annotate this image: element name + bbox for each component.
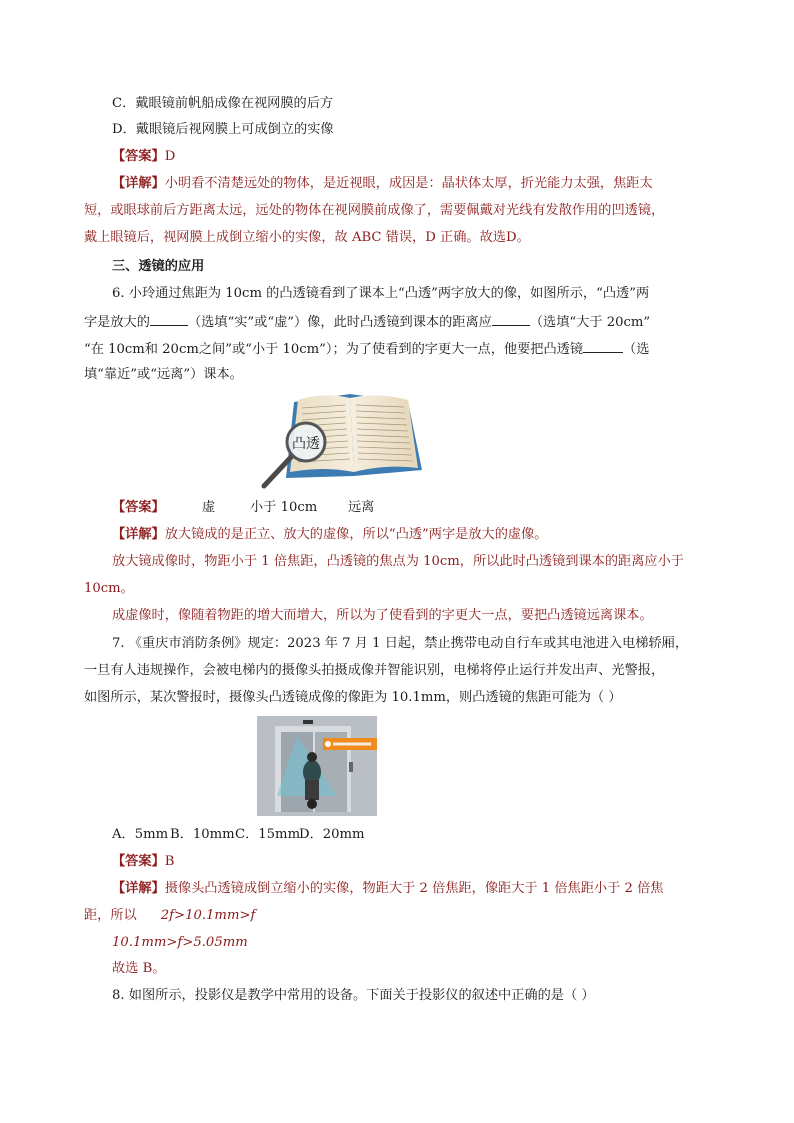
answer-label: 【答案】 <box>112 854 165 869</box>
q5-answer <box>112 147 175 167</box>
q7-conclusion: 故选 B。 <box>112 961 166 976</box>
warning-banner-text-bar <box>333 743 371 746</box>
q7-option-a: A．5mm <box>112 827 169 842</box>
q7-option-d: D．20mm <box>299 827 365 842</box>
q7-detail-line-2: 距，所以 2f>10.1mm>f <box>84 908 256 923</box>
elevator-button-panel <box>349 762 353 772</box>
q5-detail-line-1: 【详解】小明看不清楚远处的物体，是近视眼，成因是：晶状体太厚，折光能力太强，焦距太 <box>112 176 653 191</box>
q7-answer <box>112 852 174 872</box>
book-magnifier-figure <box>258 392 424 492</box>
section-heading: 三、透镜的应用 <box>112 259 205 274</box>
answer-blank <box>492 311 530 326</box>
rider-head <box>307 752 317 762</box>
warning-icon <box>325 741 331 747</box>
q6-stem-line-2: 字是放大的 （选填“实”或“虚”）像，此时凸透镜到课本的距离应 （选填“大于 20cm” <box>84 311 650 333</box>
q6-detail-line-4: 成虚像时，像随着物距的增大而增大，所以为了使看到的字更大一点，要把凸透镜远离课本。 <box>112 608 653 623</box>
q7-stem-line-3: 如图所示，某次警报时，摄像头凸透镜成像的像距为 10.1mm，则凸透镜的焦距可能为（ ） <box>84 690 622 705</box>
answer-label: 【答案】 <box>112 500 165 515</box>
q6-stem-line-3: “在 10cm和 20cm之间”或“小于 10cm”）；为了使看到的字更大一点，他要把凸透镜 （选 <box>84 338 649 360</box>
q7-detail-line-1: 【详解】摄像头凸透镜成倒立缩小的实像，物距大于 2 倍焦距，像距大于 1 倍焦距小于 2 倍焦 <box>112 881 664 896</box>
q6-answer-3: 远离 <box>348 500 375 515</box>
answer-blank <box>150 311 188 326</box>
q8-stem-line-1: 8. 如图所示，投影仪是教学中常用的设备。下面关于投影仪的叙述中正确的是（ ） <box>112 988 595 1003</box>
q7-option-b: B．10mm <box>170 827 235 842</box>
q5-detail-line-2: 短，或眼球前后方距离太远，远处的物体在视网膜前成像了，需要佩戴对光线有发散作用的凹透镜， <box>84 203 665 218</box>
answer-label: 【答案】 <box>112 149 165 164</box>
q5-option-d: D．戴眼镜后视网膜上可成倒立的实像 <box>112 122 334 137</box>
q5-option-c: C．戴眼镜前帆船成像在视网膜的后方 <box>112 96 334 111</box>
ebike-wheel <box>307 799 317 809</box>
formula-1: 2f>10.1mm>f <box>160 908 256 923</box>
ebike <box>305 780 319 800</box>
q7-stem-line-1: 7. 《重庆市消防条例》规定：2023 年 7 月 1 日起，禁止携带电动自行车或其电池进入电梯轿厢， <box>112 636 689 651</box>
formula-2: 10.1mm>f>5.05mm <box>112 935 248 950</box>
answer-blank <box>583 338 623 353</box>
elevator-figure <box>257 716 377 816</box>
answer-value: D <box>164 149 176 164</box>
detail-label: 【详解】 <box>112 527 165 542</box>
q6-detail-line-1: 【详解】放大镜成的是正立、放大的虚像，所以“凸透”两字是放大的虚像。 <box>112 527 548 542</box>
q6-stem-line-1: 6. 小玲通过焦距为 10cm 的凸透镜看到了课本上“凸透”两字放大的像，如图所示，“凸透”两 <box>112 286 650 301</box>
detail-label: 【详解】 <box>112 176 165 191</box>
q6-detail-line-3: 10cm。 <box>84 581 134 596</box>
q6-answer-1: 虚 <box>202 500 216 515</box>
detail-label: 【详解】 <box>112 881 165 896</box>
q6-detail-line-2: 放大镜成像时，物距小于 1 倍焦距，凸透镜的焦点为 10cm，所以此时凸透镜到课本的距离应小于 <box>112 554 684 569</box>
floor-indicator <box>303 720 313 724</box>
q7-option-c: C．15mm <box>235 827 301 842</box>
q7-stem-line-2: 一旦有人违规操作，会被电梯内的摄像头拍摄成像并智能识别，电梯将停止运行并发出声、光警报， <box>84 663 665 678</box>
q6-answer-2: 小于 10cm <box>250 500 318 515</box>
q7-options <box>112 825 365 845</box>
answer-value: B <box>164 854 175 869</box>
q6-answer <box>112 498 165 518</box>
q5-detail-line-3: 戴上眼镜后，视网膜上成倒立缩小的实像，故 ABC 错误，D 正确。故选D。 <box>84 230 530 245</box>
magnified-text: 凸透 <box>292 436 320 452</box>
q6-stem-line-4: 填“靠近”或“远离”）课本。 <box>84 367 243 382</box>
